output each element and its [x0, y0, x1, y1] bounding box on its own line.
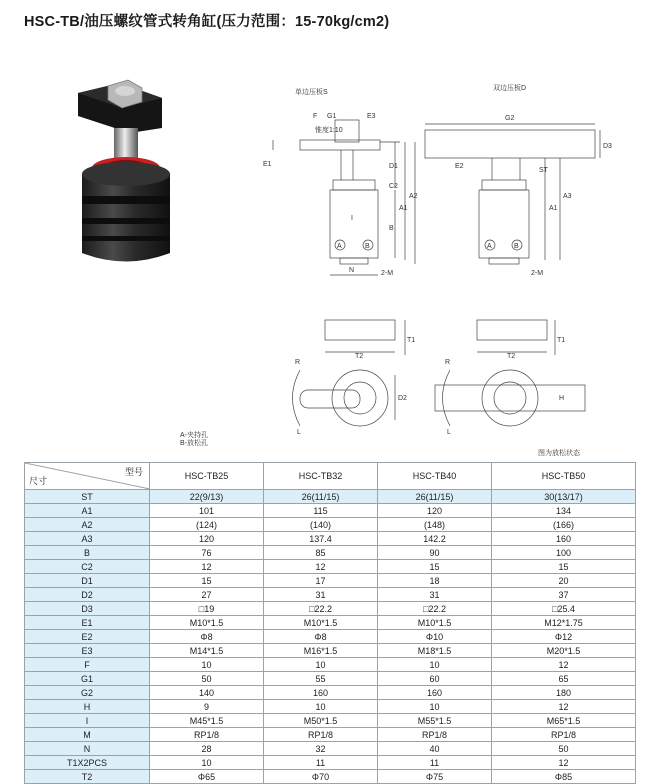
thread-label-double: 2-M — [531, 270, 544, 277]
table-row — [25, 630, 636, 644]
dim-g1: G1 — [327, 113, 337, 120]
table-cell: 22(9/13) — [150, 490, 264, 504]
table-row — [25, 686, 636, 700]
table-cell: 12 — [492, 658, 636, 672]
table-cell: 160 — [264, 686, 378, 700]
row-label: N — [25, 742, 150, 756]
port-a: A — [337, 243, 342, 250]
table-cell: 18 — [378, 574, 492, 588]
table-cell: 140 — [150, 686, 264, 700]
table-cell: 28 — [150, 742, 264, 756]
state-note: 图为放松状态 — [538, 450, 580, 457]
table-cell: 10 — [378, 658, 492, 672]
table-cell: 15 — [150, 574, 264, 588]
table-cell: Φ75 — [378, 770, 492, 784]
table-cell: 76 — [150, 546, 264, 560]
table-cell: □19 — [150, 602, 264, 616]
thread-label: 2-M — [381, 270, 394, 277]
model-header: HSC-TB32 — [264, 463, 378, 490]
table-cell: M10*1.5 — [150, 616, 264, 630]
dim-b: B — [389, 225, 394, 232]
table-cell: (148) — [378, 518, 492, 532]
table-cell: 32 — [264, 742, 378, 756]
table-row — [25, 770, 636, 784]
model-header: HSC-TB50 — [492, 463, 636, 490]
dim-t1: T1 — [407, 337, 416, 344]
table-cell: 90 — [378, 546, 492, 560]
table-cell: 37 — [492, 588, 636, 602]
table-cell: RP1/8 — [150, 728, 264, 742]
corner-top-label: 型号 — [124, 467, 143, 477]
table-corner — [25, 463, 150, 490]
table-cell: M55*1.5 — [378, 714, 492, 728]
dim-t1-double: T1 — [557, 337, 566, 344]
table-cell: 40 — [378, 742, 492, 756]
model-header: HSC-TB40 — [378, 463, 492, 490]
table-cell: 10 — [378, 700, 492, 714]
table-cell: 60 — [378, 672, 492, 686]
row-label: A2 — [25, 518, 150, 532]
dim-r-double: R — [445, 359, 451, 366]
legend-b: B-放松孔 — [180, 440, 208, 447]
row-label: ST — [25, 490, 150, 504]
dim-a3: A3 — [563, 193, 572, 200]
table-cell: 142.2 — [378, 532, 492, 546]
table-cell: M10*1.5 — [264, 616, 378, 630]
port-b: B — [365, 243, 370, 250]
table-cell: M16*1.5 — [264, 644, 378, 658]
row-label: I — [25, 714, 150, 728]
table-cell: Φ65 — [150, 770, 264, 784]
single-arm-label: 单边压板S — [295, 89, 328, 96]
dim-e1: E1 — [263, 161, 272, 168]
table-row — [25, 574, 636, 588]
row-label: T2 — [25, 770, 150, 784]
row-label: D1 — [25, 574, 150, 588]
table-cell: 160 — [492, 532, 636, 546]
table-cell: 10 — [264, 658, 378, 672]
table-cell: 120 — [150, 532, 264, 546]
table-cell: M12*1.75 — [492, 616, 636, 630]
table-cell: 11 — [264, 756, 378, 770]
table-cell: M45*1.5 — [150, 714, 264, 728]
table-cell: 31 — [264, 588, 378, 602]
row-label: E1 — [25, 616, 150, 630]
table-row — [25, 588, 636, 602]
row-label: D2 — [25, 588, 150, 602]
table-cell: 65 — [492, 672, 636, 686]
table-cell: 134 — [492, 504, 636, 518]
dim-d1: D1 — [389, 163, 398, 170]
technical-drawing — [255, 80, 635, 460]
dim-l-double: L — [447, 429, 451, 436]
table-cell: 10 — [150, 756, 264, 770]
table-row — [25, 644, 636, 658]
table-cell: (140) — [264, 518, 378, 532]
row-label: C2 — [25, 560, 150, 574]
table-cell: M14*1.5 — [150, 644, 264, 658]
table-cell: M18*1.5 — [378, 644, 492, 658]
port-a-double: A — [487, 243, 492, 250]
table-cell: 12 — [264, 560, 378, 574]
dim-a1: A1 — [399, 205, 408, 212]
dim-t2-double: T2 — [507, 353, 516, 360]
table-cell: M65*1.5 — [492, 714, 636, 728]
table-cell: 20 — [492, 574, 636, 588]
table-cell: □22.2 — [378, 602, 492, 616]
table-row — [25, 602, 636, 616]
row-label: D3 — [25, 602, 150, 616]
double-arm-label: 双边压板D — [493, 85, 527, 92]
dim-e3: E3 — [367, 113, 376, 120]
table-row — [25, 504, 636, 518]
dim-a2: A2 — [409, 193, 418, 200]
table-cell: Φ8 — [150, 630, 264, 644]
table-cell: 55 — [264, 672, 378, 686]
table-cell: M10*1.5 — [378, 616, 492, 630]
table-cell: 180 — [492, 686, 636, 700]
row-label: G1 — [25, 672, 150, 686]
table-cell: Φ10 — [378, 630, 492, 644]
table-cell: M50*1.5 — [264, 714, 378, 728]
table-cell: 50 — [150, 672, 264, 686]
table-cell: Φ85 — [492, 770, 636, 784]
table-row — [25, 658, 636, 672]
row-label: A3 — [25, 532, 150, 546]
table-cell: M20*1.5 — [492, 644, 636, 658]
table-cell: Φ8 — [264, 630, 378, 644]
table-cell: 15 — [492, 560, 636, 574]
table-cell: 12 — [492, 756, 636, 770]
row-label: G2 — [25, 686, 150, 700]
table-cell: 27 — [150, 588, 264, 602]
table-cell: □22.2 — [264, 602, 378, 616]
row-label: E2 — [25, 630, 150, 644]
dim-a1-double: A1 — [549, 205, 558, 212]
table-cell: 12 — [492, 700, 636, 714]
table-row — [25, 714, 636, 728]
model-header: HSC-TB25 — [150, 463, 264, 490]
table-cell: 50 — [492, 742, 636, 756]
dim-d3: D3 — [603, 143, 612, 150]
dim-d2: D2 — [398, 395, 407, 402]
table-cell: 12 — [150, 560, 264, 574]
dim-h: H — [559, 395, 565, 402]
product-photo — [70, 78, 195, 266]
dim-n: N — [349, 267, 355, 274]
port-b-double: B — [514, 243, 519, 250]
table-cell: 11 — [378, 756, 492, 770]
table-cell: 160 — [378, 686, 492, 700]
table-cell: 115 — [264, 504, 378, 518]
table-row — [25, 560, 636, 574]
dim-g2: G2 — [505, 115, 515, 122]
table-row — [25, 700, 636, 714]
table-cell: 30(13/17) — [492, 490, 636, 504]
row-label: T1X2PCS — [25, 756, 150, 770]
dim-i: I — [351, 215, 353, 222]
table-cell: (124) — [150, 518, 264, 532]
table-cell: (166) — [492, 518, 636, 532]
legend-a: A-夹持孔 — [180, 432, 208, 439]
dim-r: R — [295, 359, 301, 366]
table-cell: RP1/8 — [378, 728, 492, 742]
table-cell: 101 — [150, 504, 264, 518]
table-cell: 137.4 — [264, 532, 378, 546]
row-label: H — [25, 700, 150, 714]
table-row — [25, 756, 636, 770]
table-cell: 10 — [150, 658, 264, 672]
table-cell: 15 — [378, 560, 492, 574]
table-row — [25, 518, 636, 532]
dim-f: F — [313, 113, 318, 120]
table-cell: □25.4 — [492, 602, 636, 616]
table-row — [25, 490, 636, 504]
table-row — [25, 742, 636, 756]
taper-label: 锥度1:10 — [315, 127, 343, 134]
corner-bottom-label: 尺寸 — [29, 476, 48, 486]
table-cell: 10 — [264, 700, 378, 714]
row-label: B — [25, 546, 150, 560]
dim-l: L — [297, 429, 301, 436]
table-cell: 9 — [150, 700, 264, 714]
row-label: M — [25, 728, 150, 742]
dim-st: ST — [539, 167, 548, 174]
table-cell: Φ70 — [264, 770, 378, 784]
table-cell: 31 — [378, 588, 492, 602]
table-cell: RP1/8 — [492, 728, 636, 742]
spec-table — [24, 462, 636, 784]
table-cell: RP1/8 — [264, 728, 378, 742]
table-cell: 100 — [492, 546, 636, 560]
table-row — [25, 532, 636, 546]
dim-c2: C2 — [389, 183, 398, 190]
row-label: A1 — [25, 504, 150, 518]
table-cell: 85 — [264, 546, 378, 560]
table-cell: 17 — [264, 574, 378, 588]
table-row — [25, 672, 636, 686]
table-row — [25, 728, 636, 742]
page-title: HSC-TB/油压螺纹管式转角缸(压力范围：15-70kg/cm2) — [24, 14, 390, 30]
table-cell: 120 — [378, 504, 492, 518]
table-cell: 26(11/15) — [264, 490, 378, 504]
table-cell: Φ12 — [492, 630, 636, 644]
dim-e2: E2 — [455, 163, 464, 170]
table-cell: 26(11/15) — [378, 490, 492, 504]
table-row — [25, 616, 636, 630]
table-row — [25, 546, 636, 560]
row-label: F — [25, 658, 150, 672]
row-label: E3 — [25, 644, 150, 658]
dim-t2: T2 — [355, 353, 364, 360]
